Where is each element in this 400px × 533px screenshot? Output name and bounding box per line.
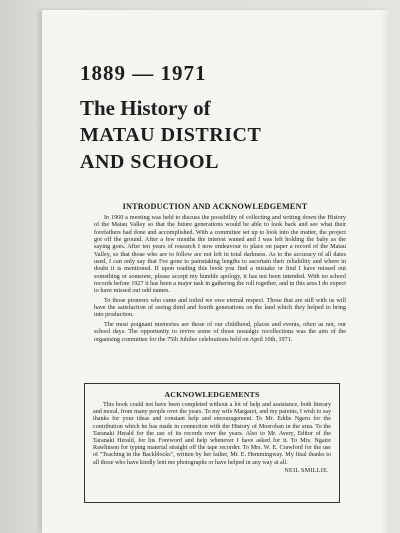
title-line-2: MATAU DISTRICT: [80, 124, 262, 146]
document-page: [42, 10, 388, 533]
introduction-paragraph-3: The most poignant memories are those of our childhood, places and events, often as not, our school days. The opportunity to revive some of those nostalgic recollections was the aim of the organising committee for the 75th Jubilee celebrations held on April 10th, 1971.: [94, 320, 346, 343]
title-line-3: AND SCHOOL: [80, 151, 219, 173]
acknowledgements-body: This book could not have been completed without a lot of help and assistance, both literary and moral, from many people over the years. To my wife Margaret, and my parents, I wish to say thanks for your ideas and constant help and encouragement. To Mr. Eddie Ngeru for the contribution which he has made in connection with the History of Moeroban in the area. To the Taranaki Herald for the use of its records over the years. Also to Mr. Avery, Editor of the Taranaki Herald, for his Foreword and help whenever I have asked for it. To Mrs. Ngaire Rawlinson for typing material straight off the tape recorder. To Mrs. W. E. Crawford for the use of "Teaching in the Backblocks", written by her father, Mr. E. Hemmingway. My final thanks to all those who have kindly lent me photographs or have helped in any way at all.: [93, 402, 331, 466]
title-line-1: The History of: [80, 96, 211, 120]
introduction-paragraph-1: In 1960 a meeting was held to discuss the possibility of collecting and writing down the History of the Matau Valley so that the future generations would be able to look back and see what their forefathers had done and accomplished. With a committee set up to look into the matter, the project got off the ground. After a few months the interest waned and I was left holding the baby as the saying goes. After ten years of research I now endeavour to place on paper a record of the Matau Valley, so that those who are to follow are not left in total darkness. As to the accuracy of all dates used, I can only say that I've gone to painstaking lengths to ascertain their reliability and where in doubt it is mentioned. If upon reading this book you find a mistake or find I have missed out something or someone, please accept my humble apology, it has not been intended. With no school records before 1927 it has been a major task in gathering the roll together, and in this area I do expect to have missed out odd names.: [94, 214, 346, 295]
introduction-heading: INTRODUCTION AND ACKNOWLEDGEMENT: [122, 202, 308, 211]
acknowledgements-box: [84, 383, 340, 503]
page-edge-shadow: [380, 10, 388, 533]
introduction-body: [94, 214, 346, 345]
introduction-paragraph-2: To those pioneers who came and toiled we owe eternal respect. Those that are still with us will have the satisfaction of seeing third and fourth generations on the land which they helped to bring into production.: [94, 296, 346, 319]
years-heading: 1889 — 1971: [80, 61, 207, 85]
page-title: [80, 95, 261, 176]
acknowledgements-heading: ACKNOWLEDGEMENTS: [164, 390, 260, 399]
author-signature: NEIL SMILLIE.: [284, 467, 329, 474]
